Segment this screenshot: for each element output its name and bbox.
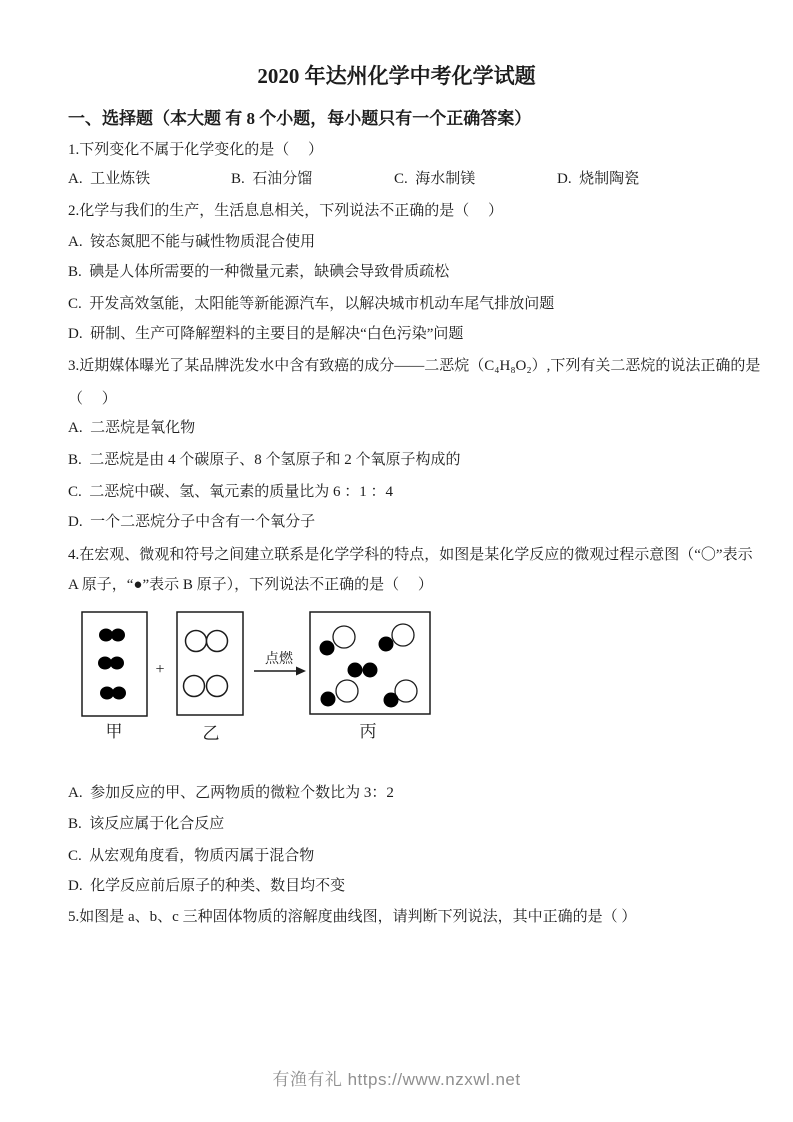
question-1-option-c: C. 海水制镁 <box>394 171 476 187</box>
question-3-stem-cont: （ ） <box>68 391 117 407</box>
question-3-option-c: C. 二恶烷中碳、氢、氧元素的质量比为 6 ：1 ：4 <box>68 484 394 500</box>
question-2-stem: 2.化学与我们的生产，生活息息相关，下列说法不正确的是（ ） <box>68 203 504 219</box>
question-4-stem-line2: A 原子，“●”表示 B 原子），下列说法不正确的是（ ） <box>68 577 433 593</box>
question-2-option-a: A. 铵态氮肥不能与碱性物质混合使用 <box>68 234 316 250</box>
question-2-option-c: C. 开发高效氢能，太阳能等新能源汽车，以解决城市机动车尾气排放问题 <box>68 296 555 312</box>
question-4-option-b: B. 该反应属于化合反应 <box>68 816 225 832</box>
reaction-condition-label: 点燃 <box>265 652 293 667</box>
question-2-option-d: D. 研制、生产可降解塑料的主要目的是解决“白色污染”问题 <box>68 326 464 342</box>
reactant2-label: 乙 <box>202 724 220 743</box>
ab-molecules-bing <box>320 624 418 708</box>
question-3-option-a: A. 二恶烷是氧化物 <box>68 420 196 436</box>
question-3-option-b: B. 二恶烷是由 4 个碳原子、8 个氢原子和 2 个氧原子构成的 <box>68 452 461 468</box>
question-3-stem: 3.近期媒体曝光了某品牌洗发水中含有致癌的成分——二恶烷（C₄H₈O₂）,下列有关二恶烷的说法正确的是 <box>68 358 761 374</box>
plus-sign: + <box>155 661 165 678</box>
question-1-stem: 1.下列变化不属于化学变化的是（ ） <box>68 142 324 158</box>
b2-molecules-jia <box>98 629 126 700</box>
reaction-arrow-head <box>296 667 306 676</box>
page-title: 2020 年达州化学中考化学试题 <box>257 64 536 88</box>
question-4-option-a: A. 参加反应的甲、乙两物质的微粒个数比为 3：2 <box>68 785 394 801</box>
reactant1-label: 甲 <box>105 722 123 741</box>
question-5-stem: 5.如图是 a、b、c 三种固体物质的溶解度曲线图，请判断下列说法，其中正确的是（ ） <box>68 909 637 925</box>
question-3-option-d: D. 一个二恶烷分子中含有一个氧分子 <box>68 514 316 530</box>
question-1-option-d: D. 烧制陶瓷 <box>557 171 640 187</box>
section-heading: 一、选择题（本大题 有 8 个小题，每小题只有一个正确答案） <box>68 109 532 128</box>
question-2-option-b: B. 碘是人体所需要的一种微量元素，缺碘会导致骨质疏松 <box>68 264 450 280</box>
watermark-footer: 有渔有礼 https://www.nzxwl.net <box>272 1070 521 1089</box>
question-1-option-a: A. 工业炼铁 <box>68 171 151 187</box>
question-4-option-d: D. 化学反应前后原子的种类、数目均不变 <box>68 878 346 894</box>
question-1-option-b: B. 石油分馏 <box>231 171 313 187</box>
question-1-options <box>68 169 639 189</box>
reaction-diagram <box>70 605 450 745</box>
product-label: 丙 <box>359 722 377 741</box>
reactant2-box <box>177 612 243 715</box>
question-4-stem-line1: 4.在宏观、微观和符号之间建立联系是化学学科的特点，如图是某化学反应的微观过程示意图（“〇”表示 <box>68 547 753 563</box>
question-4-option-c: C. 从宏观角度看，物质丙属于混合物 <box>68 848 315 864</box>
a2-molecules-yi <box>184 631 228 697</box>
